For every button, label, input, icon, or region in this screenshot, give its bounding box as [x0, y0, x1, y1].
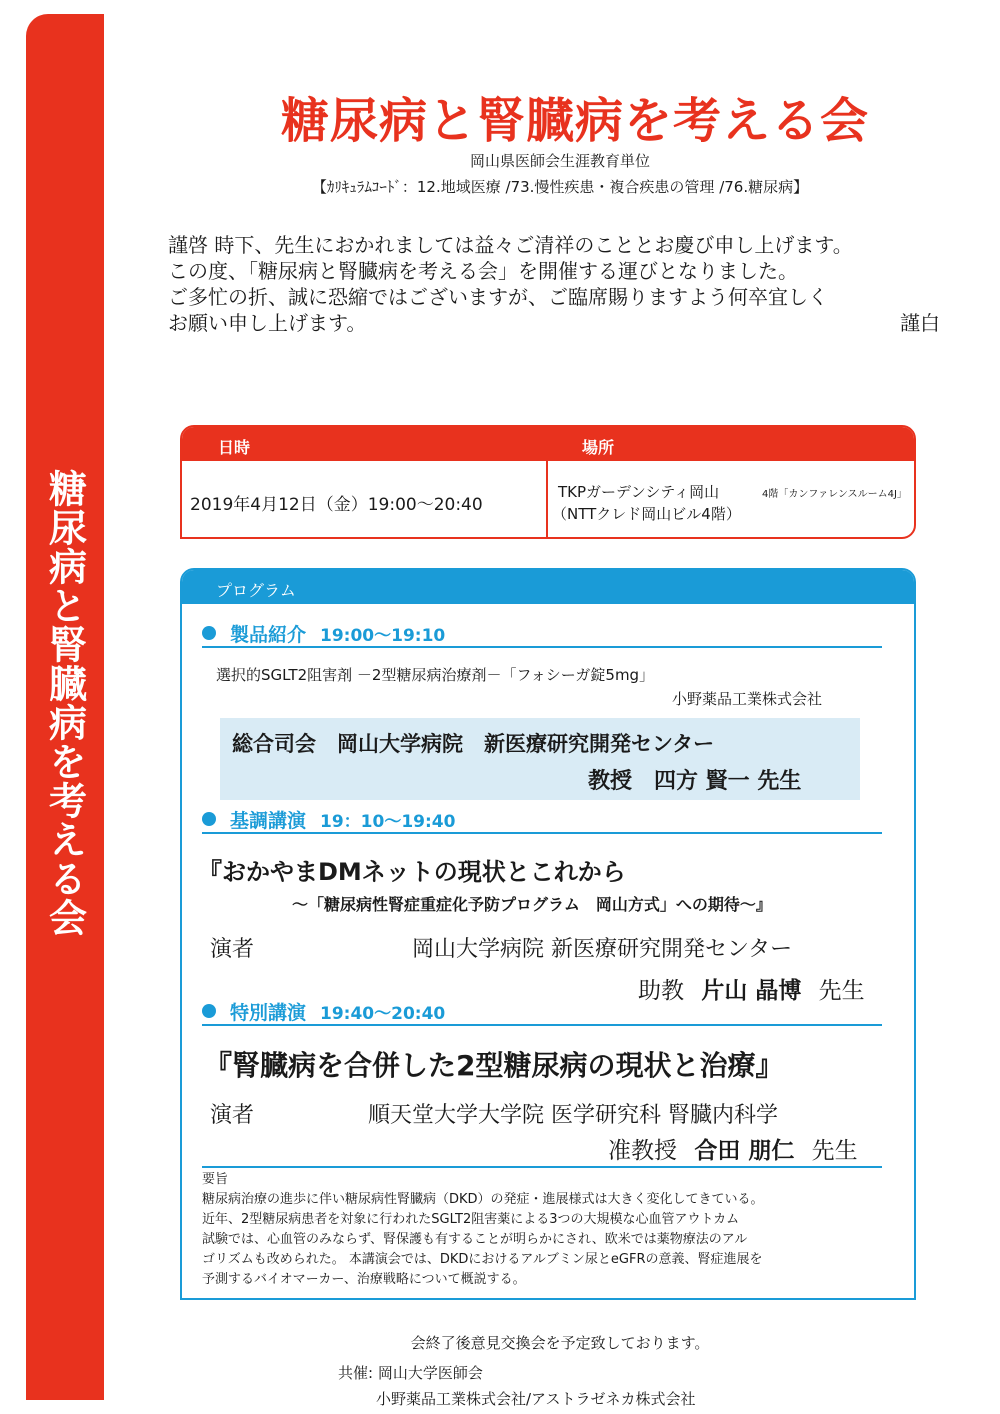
date-label: 日時 [218, 438, 251, 457]
chair-line1: 総合司会 岡山大学病院 新医療研究開発センター [232, 732, 715, 756]
bullet-icon [202, 1004, 216, 1018]
keynote-time: 19：10～19:40 [320, 812, 456, 832]
summary-line: 糖尿病治療の進歩に伴い糖尿病性腎臓病（DKD）の発症・進展様式は大きく変化してきている。 [202, 1192, 764, 1207]
special-time: 19:40～20:40 [320, 1004, 446, 1024]
greeting-line: この度、「糖尿病と腎臓病を考える会」を開催する運びとなりました。 [168, 259, 798, 283]
footer-note: 会終了後意見交換会を予定致しております。 [410, 1334, 710, 1352]
divider [202, 832, 882, 834]
cohost-1: 岡山大学医師会 [377, 1364, 483, 1382]
venue-room: 4階「カンファレンスルーム4J」 [762, 489, 907, 500]
special-speaker-label: 演者 [210, 1103, 255, 1128]
special-speaker [608, 1132, 858, 1165]
special-affiliation: 順天堂大学大学院 医学研究科 腎臓内科学 [368, 1103, 778, 1128]
chair-line2: 教授 四方 賢一 先生 [588, 769, 802, 794]
date-value: 2019年4月12日（金）19:00～20:40 [190, 495, 483, 515]
special-honorific: 先生 [811, 1138, 858, 1164]
keynote-title: 『おかやまDMネットの現状とこれから [198, 858, 626, 886]
keynote-affiliation: 岡山大学病院 新医療研究開発センター [412, 937, 793, 962]
keynote-heading: 基調講演 [230, 810, 307, 832]
product-heading: 製品紹介 [230, 624, 307, 646]
venue-building: （NTTクレド岡山ビル4階） [552, 505, 741, 523]
special-heading: 特別講演 [230, 1002, 307, 1024]
product-drug: 選択的SGLT2阻害剤 －2型糖尿病治療剤－「フォシーガ錠5mg」 [216, 666, 655, 684]
keynote-speaker [638, 972, 865, 1005]
product-company: 小野薬品工業株式会社 [672, 690, 823, 708]
greeting [168, 232, 958, 336]
page-title: 糖尿病と腎臓病を考える会 [280, 93, 869, 149]
keynote-honorific: 先生 [818, 978, 865, 1004]
special-name: 合田 朋仁 [694, 1138, 795, 1164]
chair-box [220, 718, 860, 800]
keynote-section-heading [202, 806, 455, 833]
curriculum-code: 【ｶﾘｷｭﾗﾑｺｰﾄﾞ：12.地域医療 /73.慢性疾患・複合疾患の管理 /76.糖尿病】 [311, 178, 809, 196]
program-box [180, 568, 916, 1300]
greeting-line: 謹啓 時下、先生におかれましては益々ご清祥のこととお慶び申し上げます。 [168, 233, 853, 257]
place-label: 場所 [582, 438, 615, 457]
info-header [182, 427, 914, 461]
product-section-heading [202, 620, 445, 647]
keynote-position: 助教 [638, 978, 684, 1004]
bullet-icon [202, 812, 216, 826]
subtitle: 岡山県医師会生涯教育単位 [469, 152, 650, 170]
side-banner [26, 14, 104, 1400]
special-title: 『腎臓病を合併した2型糖尿病の現状と治療』 [204, 1049, 784, 1082]
summary [202, 1170, 764, 1290]
keynote-speaker-label: 演者 [210, 937, 255, 962]
event-info-table [180, 425, 916, 539]
summary-line: 近年、2型糖尿病患者を対象に行われたSGLT2阻害薬による3つの大規模な心血管アウトカム [202, 1212, 740, 1227]
program-label: プログラム [216, 581, 296, 600]
special-position: 准教授 [608, 1138, 677, 1164]
keynote-name: 片山 晶博 [701, 978, 802, 1004]
greeting-closing: 謹白 [900, 311, 940, 335]
bullet-icon [202, 626, 216, 640]
cohost-label: 共催: [338, 1364, 374, 1382]
program-header [182, 570, 914, 604]
summary-label: 要旨 [202, 1172, 229, 1187]
keynote-subtitle: ～「糖尿病性腎症重症化予防プログラム 岡山方式」への期待～』 [292, 895, 772, 914]
summary-line: 予測するバイオマーカー、治療戦略について概説する。 [202, 1272, 526, 1287]
cohost [338, 1362, 483, 1383]
divider [202, 1024, 882, 1026]
greeting-line: お願い申し上げます。 [168, 311, 367, 335]
divider [202, 1166, 882, 1168]
summary-line: 試験では、心血管のみならず、腎保護も有することが明らかにされ、欧米では薬物療法のアル [202, 1232, 748, 1247]
product-time: 19:00～19:10 [320, 626, 446, 646]
cohost-2: 小野薬品工業株式会社/アストラゼネカ株式会社 [376, 1390, 696, 1408]
side-title: 糖尿病と腎臓病を考える会 [42, 469, 87, 937]
summary-line: ゴリズムも改められた。 本講演会では、DKDにおけるアルブミン尿とeGFRの意義、腎症進展を [202, 1252, 763, 1267]
venue-name: TKPガーデンシティ岡山 [558, 483, 720, 501]
divider [202, 646, 882, 648]
special-section-heading [202, 998, 445, 1025]
info-divider [546, 461, 548, 537]
greeting-line: ご多忙の折、誠に恐縮ではございますが、ご臨席賜りますよう何卒宜しく [168, 285, 828, 309]
